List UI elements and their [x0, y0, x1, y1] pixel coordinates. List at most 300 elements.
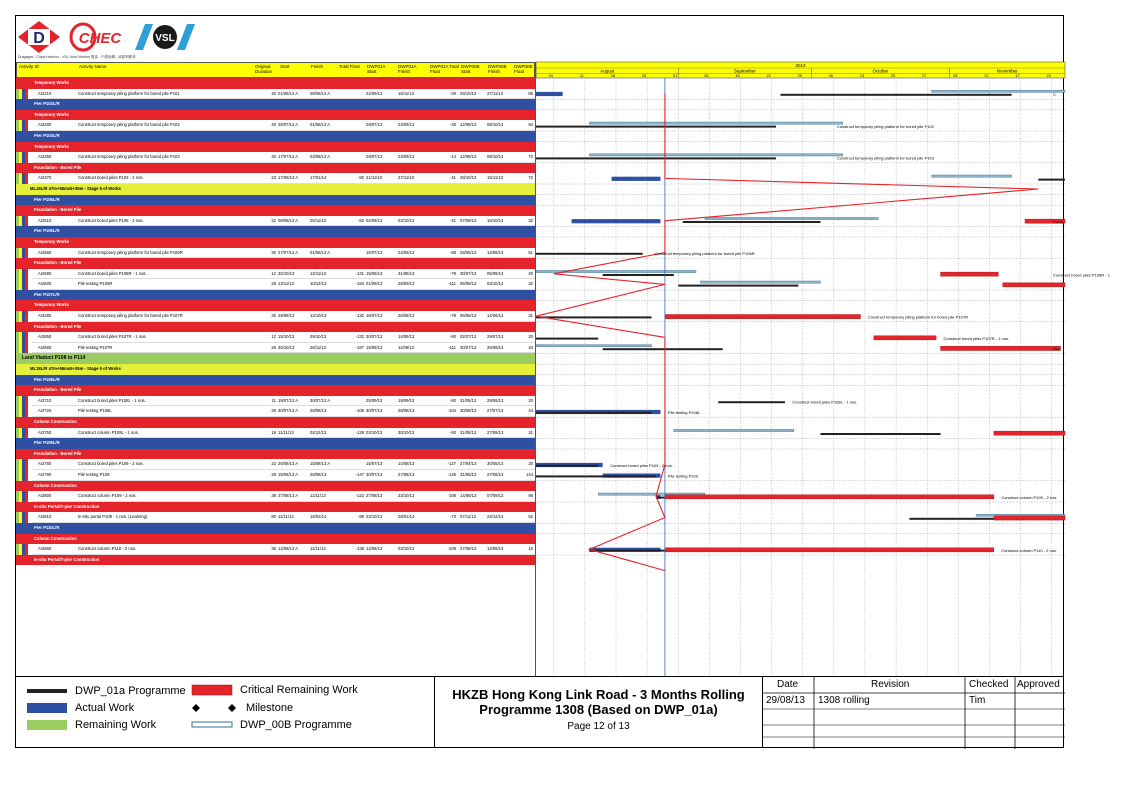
- cell-dwp00b-float: 43: [528, 344, 533, 350]
- cell-activity-name: Pile testing P108L: [78, 408, 112, 414]
- table-row: [16, 269, 535, 280]
- col-orig-duration: Original Duration: [255, 64, 273, 74]
- cell-dwp01a-float: -29: [449, 90, 456, 96]
- bar-label: C: [1053, 92, 1056, 98]
- cell-activity-name: Construct bored piles P107R - 1 nos.: [78, 334, 147, 340]
- group-row: Temporary Works: [16, 300, 535, 311]
- cell-dwp01a-finish: 26/08/13: [398, 408, 415, 414]
- cell-total-float: -138: [355, 546, 364, 552]
- gantt-bar-dwp01a: [821, 433, 941, 435]
- cell-activity-name: Construct column P109 - 2 nos.: [78, 493, 137, 499]
- cell-finish: 25/11/13: [310, 217, 326, 223]
- cell-dwp00b-float: 20: [528, 397, 533, 403]
- legend-critical: [192, 684, 358, 696]
- cell-finish: 01/08/13 A: [310, 122, 331, 128]
- rev-h-revision: Revision: [871, 679, 910, 690]
- cell-total-float: -105: [355, 408, 364, 414]
- cell-dwp01a-finish: 23/10/13: [398, 493, 415, 499]
- cell-dwp00b-start: 27/06/13: [460, 546, 477, 552]
- cell-dwp00b-finish: 27/09/13: [487, 429, 504, 435]
- gantt-bar-actual: [612, 177, 661, 181]
- row-indent-stripes: [16, 470, 32, 481]
- cell-activity-id: AI2660: [38, 344, 52, 350]
- cell-activity-id: AI2720: [38, 408, 52, 414]
- gantt-bar-dwp01a: [536, 465, 598, 467]
- cell-dwp00b-start: 14/08/13: [460, 493, 477, 499]
- cell-duration: 28: [271, 408, 276, 414]
- table-row: [16, 343, 535, 354]
- cell-dwp01a-finish: 03/10/13: [398, 217, 415, 223]
- cell-finish: 10/12/13: [310, 281, 327, 287]
- cell-start: 30/10/13: [278, 344, 295, 350]
- group-row: Pier P108L/R: [16, 375, 535, 386]
- cell-dwp01a-float: -68: [449, 249, 456, 255]
- cell-activity-name: Pile testing P107R: [78, 344, 113, 350]
- cell-start: 15/08/13 A: [278, 471, 299, 477]
- group-row: In-situ Portal/T-pier Construction: [16, 502, 535, 513]
- cell-activity-id: AI2590: [38, 270, 52, 276]
- group-row: Foundation - Bored Pile: [16, 449, 535, 460]
- cell-activity-name: Construct temporary piling platform for bored pile P103: [78, 154, 180, 160]
- gantt-bar-dwp01a: [603, 274, 674, 276]
- cell-dwp00b-float: 144: [526, 471, 533, 477]
- cell-start: 15/10/13: [278, 334, 295, 340]
- dragages-logo: [17, 20, 61, 54]
- cell-duration: 12: [271, 270, 276, 276]
- cell-dwp00b-finish: 26/08/13: [487, 344, 504, 350]
- cell-duration: 30: [271, 249, 276, 255]
- cell-dwp01a-start: 15/08/13: [366, 270, 383, 276]
- gantt-bar-dwp01a: [603, 348, 723, 350]
- gantt-bar-dwp01a: [536, 126, 776, 128]
- cell-activity-id: AI2650: [38, 334, 52, 340]
- cell-duration: 36: [271, 546, 276, 552]
- table-row: [16, 248, 535, 259]
- cell-dwp00b-finish: 08/10/13: [487, 122, 504, 128]
- cell-start: 11/11/13: [278, 429, 294, 435]
- gantt-bar-dwp00b: [705, 217, 878, 219]
- cell-dwp00b-float: 44: [528, 408, 533, 414]
- gantt-bar-dwp01a: [1038, 179, 1065, 181]
- cell-dwp00b-finish: 30/05/13: [487, 461, 504, 467]
- gantt-bar-actual: [536, 92, 563, 96]
- cell-dwp00b-start: 06/09/13: [460, 281, 477, 287]
- week-tick-label: 06: [828, 74, 833, 79]
- cell-dwp01a-finish: 28/09/13: [398, 281, 415, 287]
- cell-start: 17/08/13 A: [278, 175, 299, 181]
- group-row: Column Construction: [16, 417, 535, 428]
- cell-dwp01a-float: -104: [447, 408, 456, 414]
- cell-dwp00b-finish: 14/08/13: [487, 249, 504, 255]
- cell-dwp01a-start: 25/09/13: [366, 397, 383, 403]
- bar-label: Construct temporary piling platform for bored pile P102: [836, 123, 935, 129]
- gantt-bar-critical: [994, 431, 1065, 435]
- cell-activity-id: AI2780: [38, 461, 52, 467]
- cell-dwp00b-start: 28/10/13: [460, 90, 477, 96]
- gantt-bar-dwp01a: [718, 401, 785, 403]
- cell-dwp01a-start: 03/10/13: [366, 429, 383, 435]
- cell-dwp00b-finish: 27/07/13: [487, 408, 504, 414]
- cell-start: 25/07/13 A: [278, 122, 299, 128]
- cell-dwp01a-float: -14: [449, 154, 456, 160]
- bar-label: Pile testing P109: [667, 473, 698, 479]
- cell-dwp01a-start: 21/11/13: [366, 175, 382, 181]
- cell-total-float: -83: [357, 217, 364, 223]
- gantt-bar-dwp01a: [536, 338, 598, 340]
- cell-dwp00b-start: 28/05/13: [460, 249, 477, 255]
- row-indent-stripes: [16, 406, 32, 417]
- cell-dwp00b-float: 31: [528, 429, 533, 435]
- cell-dwp01a-finish: 14/08/13: [398, 461, 415, 467]
- cell-dwp01a-start: 02/09/13: [366, 217, 383, 223]
- cell-finish: 18/02/14: [310, 514, 327, 520]
- table-row: [16, 216, 535, 227]
- cell-dwp00b-finish: 15/11/13: [487, 175, 503, 181]
- cell-activity-name: Construct bored piles P106R - 1 nos.: [78, 270, 147, 276]
- gantt-bar-critical: [665, 548, 994, 552]
- cell-dwp01a-start: 30/07/13: [366, 334, 383, 340]
- logo-caption: Dragages - China Harbour - VSL Joint Venture 寶嘉 - 中國港灣 - 威勝利聯營: [18, 55, 136, 59]
- table-row: [16, 173, 535, 184]
- activity-table: [16, 62, 535, 676]
- group-row: Foundation - Bored Pile: [16, 258, 535, 269]
- cell-dwp01a-float: -111: [448, 344, 456, 350]
- group-row: ML18L/R 47m+55mx5+35m - Stage 5 of Works: [16, 184, 535, 195]
- title-line-1: HKZB Hong Kong Link Road - 3 Months Rolling: [452, 687, 745, 702]
- cell-finish: 28/08/13: [310, 471, 327, 477]
- row-indent-stripes: [16, 332, 32, 343]
- cell-finish: 02/12/13: [310, 429, 327, 435]
- cell-duration: 19: [271, 429, 276, 435]
- table-row: [16, 89, 535, 100]
- bar-label: Pile testing P108L: [667, 410, 701, 416]
- cell-dwp01a-finish: 27/11/13: [398, 175, 414, 181]
- gantt-bar-critical: [665, 495, 994, 499]
- bar-label: Construct bored piles P106R - 1: [1053, 272, 1110, 278]
- row-indent-stripes: [16, 343, 32, 354]
- bar-label: Construct bored piles P107R - 1 nos.: [943, 335, 1010, 341]
- logo1-text: D: [33, 30, 45, 47]
- cell-dwp01a-float: -93: [449, 429, 456, 435]
- cell-dwp00b-start: 12/08/13: [460, 122, 477, 128]
- cell-dwp01a-float: -79: [449, 270, 456, 276]
- cell-activity-id: AI2790: [38, 471, 52, 477]
- row-indent-stripes: [16, 459, 32, 470]
- cell-dwp00b-float: 20: [528, 270, 533, 276]
- cell-dwp00b-finish: 29/06/13: [487, 397, 504, 403]
- week-tick-label: 25: [642, 74, 647, 79]
- cell-dwp00b-finish: 03/10/13: [487, 281, 504, 287]
- cell-duration: 22: [271, 217, 276, 223]
- table-row: [16, 544, 535, 555]
- gantt-chart: [535, 62, 1110, 676]
- bar-label: Construct column P110 - 2 nos.: [1001, 547, 1058, 553]
- cell-dwp01a-start: 15/07/13: [366, 461, 383, 467]
- group-row: Temporary Works: [16, 78, 535, 89]
- cell-dwp00b-float: 32: [528, 281, 533, 287]
- cell-dwp01a-finish: 31/08/13: [398, 270, 415, 276]
- cell-activity-id: AI2350: [38, 154, 52, 160]
- cell-dwp01a-start: 16/07/13: [366, 313, 383, 319]
- cell-activity-id: AI2800: [38, 493, 52, 499]
- cell-duration: 28: [271, 344, 276, 350]
- col-activity-name: Activity Name: [79, 64, 107, 69]
- gantt-bar-critical: [941, 272, 999, 276]
- group-row: Temporary Works: [16, 142, 535, 153]
- cell-duration: 80: [271, 514, 276, 520]
- cell-total-float: -131: [355, 270, 364, 276]
- cell-activity-id: AI2750: [38, 429, 52, 435]
- cell-finish: 12/11/13: [310, 270, 326, 276]
- group-row: Foundation - Bored Pile: [16, 163, 535, 174]
- gantt-bar-dwp00b: [932, 90, 1065, 92]
- row-indent-stripes: [16, 396, 32, 407]
- cell-total-float: -89: [357, 514, 364, 520]
- cell-activity-name: Pile testing P109: [78, 471, 110, 477]
- cell-activity-name: Construct bored piles P109 - 2 nos.: [78, 461, 144, 467]
- group-row: Temporary Works: [16, 110, 535, 121]
- group-row: Pier P106L/R: [16, 226, 535, 237]
- cell-dwp00b-float: 52: [528, 514, 533, 520]
- row-indent-stripes: [16, 428, 32, 439]
- table-row: [16, 512, 535, 523]
- month-label: August: [600, 68, 615, 74]
- cell-start: 27/07/13 A: [278, 249, 299, 255]
- cell-activity-id: AI2210: [38, 90, 52, 96]
- gantt-bar-dwp01a: [536, 475, 656, 477]
- group-row: Foundation - Bored Pile: [16, 322, 535, 333]
- logo-row: [17, 18, 197, 56]
- cell-dwp00b-start: 31/05/13: [460, 397, 477, 403]
- week-tick-label: 18: [610, 74, 616, 79]
- cell-start: 30/07/13 A: [278, 408, 299, 414]
- cell-finish: 01/08/13 A: [310, 249, 331, 255]
- group-row: Land Viaduct P108 to P114: [16, 353, 535, 364]
- cell-activity-name: Construct bored piles P105 - 2 nos.: [78, 217, 144, 223]
- cell-finish: 08/08/13 A: [310, 90, 331, 96]
- cell-dwp01a-start: 27/08/13: [366, 493, 383, 499]
- gantt-bar-actual: [572, 219, 661, 223]
- col-finish: Finish: [311, 64, 324, 69]
- month-label: November: [996, 68, 1018, 74]
- cell-dwp01a-float: -25: [449, 122, 456, 128]
- rev-h-checked: Checked: [969, 679, 1009, 690]
- group-row: Column Construction: [16, 534, 535, 545]
- cell-dwp01a-finish: 28/01/14: [398, 514, 415, 520]
- cell-dwp00b-start: 07/11/13: [460, 514, 476, 520]
- cell-total-float: -122: [355, 493, 364, 499]
- cell-finish: 30/07/13 A: [310, 397, 331, 403]
- cell-dwp01a-float: -80: [449, 334, 456, 340]
- legend-remaining-swatch: [27, 720, 67, 730]
- week-tick-label: 17: [1015, 74, 1020, 79]
- table-row: [16, 470, 535, 481]
- legend-critical-label: Critical Remaining Work: [240, 684, 358, 696]
- month-label: September: [733, 68, 756, 74]
- group-row: Foundation - Bored Pile: [16, 385, 535, 396]
- gantt-bar-dwp00b: [536, 345, 652, 347]
- table-row: [16, 332, 535, 343]
- rev-checked: Tim: [969, 695, 986, 706]
- gantt-bar-dwp00b: [589, 122, 842, 124]
- cell-activity-id: AI2510: [38, 217, 52, 223]
- cell-dwp01a-finish: 30/10/13: [398, 429, 415, 435]
- legend-actual-swatch: [27, 703, 67, 713]
- cell-start: 26/06/13 A: [278, 461, 299, 467]
- group-row: Pier P110L/R: [16, 523, 535, 534]
- row-indent-stripes: [16, 89, 32, 100]
- cell-dwp00b-start: 31/05/13: [460, 471, 477, 477]
- cell-dwp00b-float: 31: [528, 313, 533, 319]
- bar-label: Const: [1053, 219, 1064, 225]
- cell-dwp01a-finish: 19/09/13: [398, 397, 415, 403]
- cell-total-float: -132: [355, 313, 364, 319]
- row-indent-stripes: [16, 279, 32, 290]
- cell-start: 08/08/13 A: [278, 217, 299, 223]
- title-block: [434, 676, 762, 748]
- cell-finish: 11/11/13: [310, 546, 326, 552]
- cell-dwp00b-float: 72: [528, 154, 533, 160]
- cell-dwp00b-start: 06/05/13: [460, 313, 477, 319]
- legend-dwp00b-label: DWP_00B Programme: [240, 719, 352, 731]
- legend-dwp01a-swatch: [27, 687, 67, 695]
- table-row: [16, 396, 535, 407]
- row-indent-stripes: [16, 120, 32, 131]
- cell-finish: 15/08/13 A: [310, 461, 331, 467]
- bar-label: Construct temporary piling platform for bored pile P103: [836, 155, 935, 161]
- legend-actual-label: Actual Work: [75, 702, 135, 714]
- row-indent-stripes: [16, 216, 32, 227]
- week-tick-label: 11: [579, 74, 584, 79]
- col-activity-id: Activity ID: [19, 64, 40, 69]
- bar-label: Pile: [1053, 346, 1060, 352]
- cell-dwp00b-finish: 27/06/13: [487, 471, 504, 477]
- legend-dwp00b: [192, 719, 352, 731]
- cell-activity-id: AI2280: [38, 122, 52, 128]
- cell-dwp00b-start: 31/08/13: [460, 429, 477, 435]
- cell-start: 19/07/13 A: [278, 397, 299, 403]
- col-dwp01a-start: DWP01A Start: [367, 64, 386, 74]
- gantt-bar-dwp00b: [674, 429, 794, 431]
- cell-duration: 11: [271, 397, 276, 403]
- group-row: Temporary Works: [16, 237, 535, 248]
- cell-finish: 28/08/13: [310, 408, 327, 414]
- col-dwp01a-float: DWP01A Total Float: [430, 64, 459, 74]
- cell-dwp00b-finish: 24/12/13: [487, 514, 504, 520]
- group-row: Pier P107L/R: [16, 290, 535, 301]
- gantt-bar-critical: [941, 346, 1061, 350]
- cell-dwp00b-float: 72: [528, 175, 533, 181]
- month-label: October: [872, 68, 889, 74]
- cell-dwp01a-start: 15/08/13: [366, 344, 383, 350]
- col-dwp01a-finish: DWP01A Finish: [398, 64, 417, 74]
- cell-duration: 23: [271, 175, 276, 181]
- cell-dwp00b-start: 02/07/13: [460, 334, 477, 340]
- cell-dwp00b-float: 95: [528, 493, 533, 499]
- cell-finish: 12/10/13: [310, 313, 327, 319]
- legend-remaining: [27, 719, 156, 731]
- cell-total-float: -184: [355, 281, 364, 287]
- cell-activity-id: AI2710: [38, 397, 52, 403]
- cell-dwp00b-start: 30/07/13: [460, 344, 477, 350]
- logo2-text: CHEC: [78, 30, 122, 47]
- cell-finish: 11/11/13: [310, 493, 326, 499]
- week-tick-label: 20: [890, 74, 896, 79]
- cell-dwp00b-float: 86: [528, 90, 533, 96]
- gantt-bar-critical: [994, 516, 1065, 520]
- gantt-bar-dwp00b: [589, 154, 842, 156]
- gantt-bar-dwp01a: [536, 316, 652, 318]
- legend: [15, 676, 434, 748]
- legend-milestone-label: Milestone: [246, 702, 294, 714]
- row-indent-stripes: [16, 311, 32, 322]
- col-dwp00b-float: DWP00B Float: [514, 64, 533, 74]
- group-row: Pier P102L/R: [16, 99, 535, 110]
- table-rows: [16, 78, 535, 565]
- week-tick-label: 04: [548, 74, 553, 79]
- cell-activity-name: Construct temporary piling platform for bored pile P107R: [78, 313, 183, 319]
- gantt-bar-critical: [1003, 283, 1065, 287]
- cell-dwp01a-float: -127: [447, 461, 456, 467]
- cell-dwp00b-finish: 27/11/13: [487, 90, 503, 96]
- cell-total-float: -82: [357, 175, 364, 181]
- table-row: [16, 152, 535, 163]
- cell-dwp01a-float: -109: [447, 546, 456, 552]
- cell-dwp00b-finish: 08/10/13: [487, 154, 504, 160]
- group-row: Pier P105L/R: [16, 195, 535, 206]
- rev-h-approved: Approved: [1017, 679, 1060, 690]
- group-row: Pier P109L/R: [16, 438, 535, 449]
- table-row: [16, 311, 535, 322]
- cell-dwp01a-start: 15/07/13: [366, 249, 383, 255]
- cell-activity-name: Construct column P108L - 1 nos.: [78, 429, 139, 435]
- cell-dwp00b-float: 32: [528, 217, 533, 223]
- cell-dwp00b-start: 07/09/13: [460, 217, 477, 223]
- group-row: Column Construction: [16, 481, 535, 492]
- row-indent-stripes: [16, 152, 32, 163]
- cell-activity-name: In-situ portal P109 - 1 nos. (Learning): [78, 514, 148, 520]
- row-indent-stripes: [16, 173, 32, 184]
- cell-duration: 40: [271, 154, 276, 160]
- cell-dwp00b-float: 94: [528, 122, 533, 128]
- cell-activity-id: AI2560: [38, 249, 52, 255]
- cell-finish: 17/01/14: [310, 175, 327, 181]
- cell-dwp01a-float: -80: [449, 397, 456, 403]
- cell-activity-id: AI2860: [38, 546, 52, 552]
- cell-dwp01a-start: 30/07/13: [366, 408, 383, 414]
- table-row: [16, 491, 535, 502]
- gantt-bar-dwp01a: [683, 221, 821, 223]
- table-row: [16, 120, 535, 131]
- cell-start: 11/11/13: [278, 514, 294, 520]
- cell-start: 13/11/13: [278, 281, 294, 287]
- gantt-bar-dwp01a: [780, 94, 1011, 96]
- cell-activity-name: Construct bored piles P103 - 2 nos.: [78, 175, 144, 181]
- cell-duration: 12: [271, 334, 276, 340]
- table-header: [16, 62, 535, 78]
- cell-duration: 22: [271, 461, 276, 467]
- cell-dwp00b-finish: 05/09/13: [487, 270, 504, 276]
- cell-activity-id: AI2810: [38, 514, 52, 520]
- cell-dwp01a-finish: 15/11/13: [398, 90, 414, 96]
- cell-duration: 28: [271, 471, 276, 477]
- week-tick-label: 27: [922, 74, 927, 79]
- week-tick-label: 08: [704, 74, 709, 79]
- week-tick-label: 10: [984, 74, 989, 79]
- table-row: [16, 279, 535, 290]
- bar-label: Construct bored piles P108L - 1 nos.: [792, 399, 858, 405]
- cell-dwp00b-float: 16: [528, 546, 533, 552]
